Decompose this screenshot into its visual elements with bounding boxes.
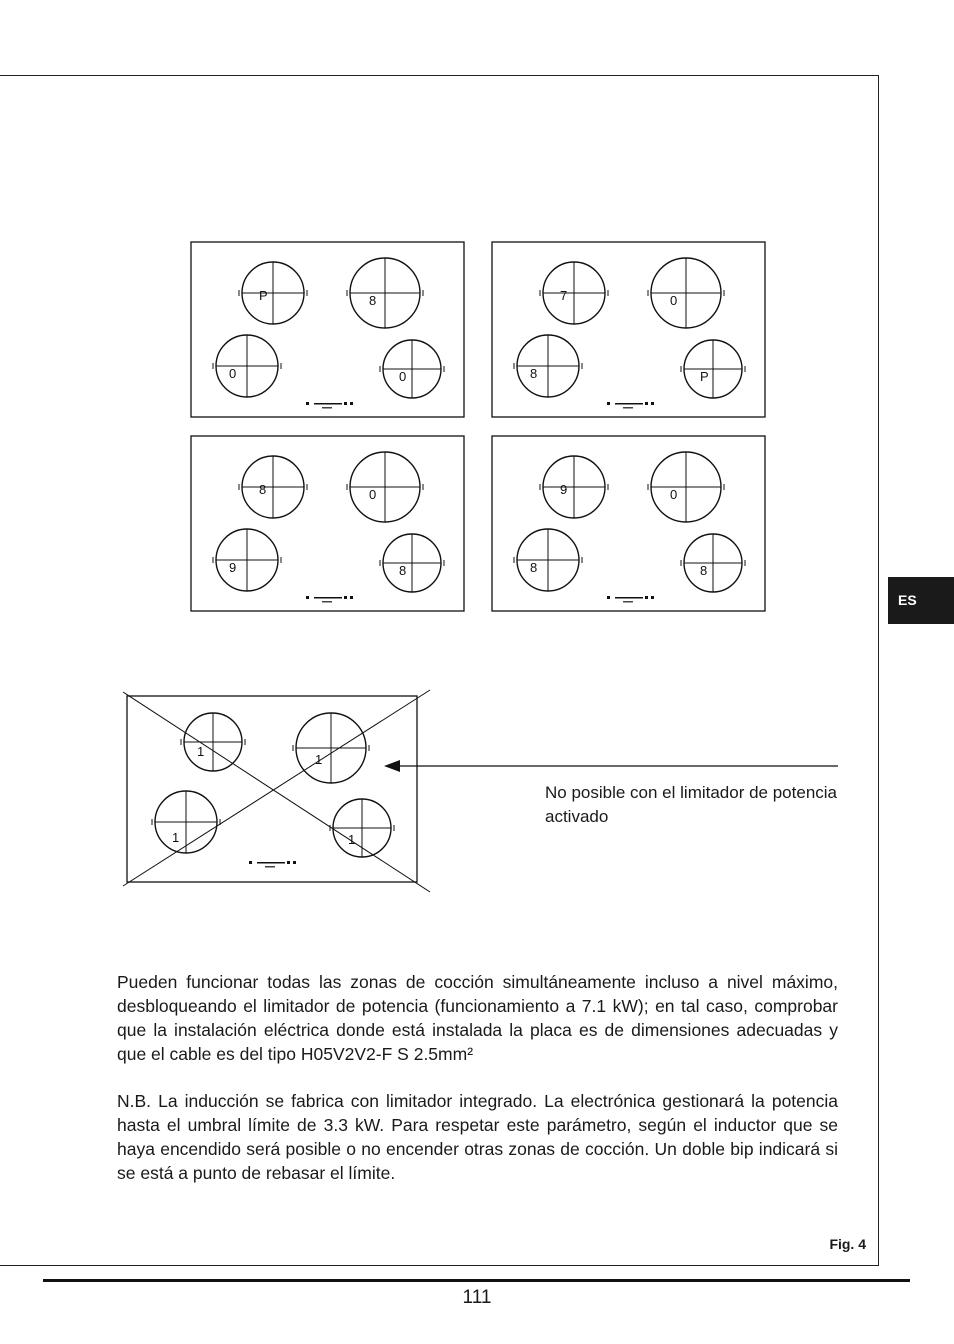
paragraph-power-unlock: Pueden funcionar todas las zonas de cocción simultáneamente incluso a nivel máximo, desbloqueando el limitador de potencia (funcionamiento a 7.1 kW); en tal caso, comprobar que la instalación eléctrica donde está instalada la placa es de dimensiones adecuadas y que el cable es del tipo H05V2V2-F S 2.5mm² xyxy=(117,972,838,1064)
control-display xyxy=(265,866,275,868)
cooking-zone xyxy=(239,456,307,518)
zone-level: 8 xyxy=(259,482,267,497)
figure-label: Fig. 4 xyxy=(829,1236,866,1252)
language-tab: ES xyxy=(888,577,954,624)
control-key xyxy=(645,596,648,599)
control-key xyxy=(350,596,353,599)
hob-panel-2 xyxy=(492,242,765,417)
callout-arrowhead xyxy=(384,760,400,772)
control-key xyxy=(651,402,654,405)
cooking-zone xyxy=(380,340,444,398)
hob-panel-1 xyxy=(191,242,464,417)
control-key xyxy=(306,402,309,405)
cooking-zone xyxy=(380,534,444,592)
cooking-zone xyxy=(239,262,307,324)
cooking-zone xyxy=(514,529,582,591)
cooking-zone xyxy=(330,799,394,857)
control-key xyxy=(293,861,296,864)
cooking-zone xyxy=(648,258,724,328)
zone-level: 7 xyxy=(560,288,568,303)
hob-outline xyxy=(492,436,765,611)
zone-level: 9 xyxy=(560,482,568,497)
zone-level: P xyxy=(700,369,709,384)
zone-level: 8 xyxy=(369,293,377,308)
zone-level: 0 xyxy=(670,487,678,502)
hob-outline xyxy=(492,242,765,417)
control-key xyxy=(306,596,309,599)
control-key xyxy=(344,402,347,405)
cooking-zone xyxy=(347,452,423,522)
limiter-callout: No posible con el limitador de potencia activado xyxy=(545,783,838,826)
control-slider xyxy=(314,403,342,405)
control-slider xyxy=(257,862,285,864)
control-strip xyxy=(306,596,353,603)
paragraph-integrated-limiter: N.B. La inducción se fabrica con limitador integrado. La electrónica gestionará la potencia hasta el umbral límite de 3.3 kW. Para respetar este parámetro, según el inductor que se haya encendido será posible o no encender otras zonas de cocción. Un doble bip indicará si se está a punto de rebasar el límite. xyxy=(117,1091,838,1183)
zone-level: 0 xyxy=(229,366,237,381)
zone-level: 1 xyxy=(197,744,205,759)
control-display xyxy=(322,407,332,409)
cooking-zone xyxy=(293,713,369,783)
cooking-zone xyxy=(648,452,724,522)
cooking-zone xyxy=(681,340,745,398)
zone-level: 8 xyxy=(530,560,538,575)
control-strip xyxy=(249,861,296,868)
control-key xyxy=(651,596,654,599)
cross-line xyxy=(123,690,430,886)
cooking-zone xyxy=(181,713,245,771)
control-key xyxy=(287,861,290,864)
zone-level: 1 xyxy=(172,830,180,845)
cooking-zone xyxy=(540,456,608,518)
control-key xyxy=(645,402,648,405)
control-strip xyxy=(607,596,654,603)
hob-outline xyxy=(191,436,464,611)
cooking-zone xyxy=(540,262,608,324)
control-key xyxy=(607,402,610,405)
zone-level: 8 xyxy=(700,563,708,578)
control-key xyxy=(607,596,610,599)
cooking-zone xyxy=(347,258,423,328)
hob-outline xyxy=(191,242,464,417)
control-display xyxy=(322,601,332,603)
control-key xyxy=(350,402,353,405)
zone-level: P xyxy=(259,288,268,303)
zone-level: 8 xyxy=(530,366,538,381)
footer-rule xyxy=(43,1279,910,1282)
control-slider xyxy=(615,597,643,599)
hob-panel-3 xyxy=(191,436,464,611)
control-display xyxy=(623,407,633,409)
cooking-zone xyxy=(213,529,281,591)
zone-level: 9 xyxy=(229,560,237,575)
control-key xyxy=(249,861,252,864)
cooking-zone xyxy=(514,335,582,397)
zone-level: 8 xyxy=(399,563,407,578)
zone-level: 0 xyxy=(670,293,678,308)
control-strip xyxy=(607,402,654,409)
cooking-zone xyxy=(681,534,745,592)
control-slider xyxy=(314,597,342,599)
zone-level: 0 xyxy=(369,487,377,502)
zone-level: 1 xyxy=(315,752,323,767)
zone-level: 0 xyxy=(399,369,407,384)
zone-level: 1 xyxy=(348,832,356,847)
control-key xyxy=(344,596,347,599)
page-number: 111 xyxy=(462,1287,492,1308)
cooking-zone xyxy=(213,335,281,397)
cooking-zone xyxy=(152,791,220,853)
control-display xyxy=(623,601,633,603)
control-strip xyxy=(306,402,353,409)
hob-panel-4 xyxy=(492,436,765,611)
control-slider xyxy=(615,403,643,405)
